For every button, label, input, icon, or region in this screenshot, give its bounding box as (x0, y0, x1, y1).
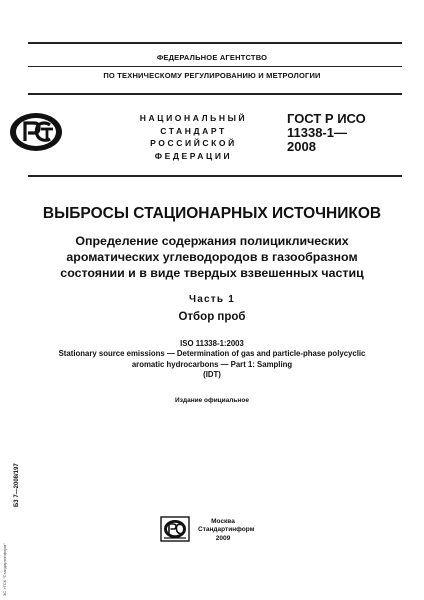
gost-line-3: 2008 (287, 139, 316, 154)
document-title: ВЫБРОСЫ СТАЦИОНАРНЫХ ИСТОЧНИКОВ (42, 205, 382, 222)
iso-line-2: aromatic hydrocarbons — Part 1: Sampling (131, 359, 293, 369)
agency-separator (28, 66, 402, 67)
national-line-2: СТАНДАРТ (160, 125, 227, 136)
national-line-4: ФЕДЕРАЦИИ (154, 150, 233, 161)
agency-line-2: ПО ТЕХНИЧЕСКОМУ РЕГУЛИРОВАНИЮ И МЕТРОЛОГИИ (103, 71, 321, 80)
national-standard-label (121, 112, 266, 162)
iso-line-3: (IDT) (203, 370, 221, 380)
edition-label: Издание официальное (175, 397, 249, 404)
publisher-name: Стандартинформ (198, 526, 255, 534)
part-number: Часть 1 (189, 294, 235, 305)
iso-reference-block (14, 339, 410, 381)
subtitle-line-2: ароматических углеводородов в газообразном (66, 250, 358, 265)
gost-line-2: 11338-1— (287, 125, 347, 140)
top-rule (28, 42, 402, 44)
subtitle-line-3: состоянии и в виде твердых взвешенных частиц (60, 266, 364, 281)
side-registration-code: Б3 7—2008/197 (14, 463, 20, 507)
side-imprint: ЗС УГСК "Стандартинформ" (2, 543, 7, 596)
gost-designation (287, 112, 366, 154)
iso-line-1: Stationary source emissions — Determination of gas and particle-phase polycyclic (58, 349, 366, 359)
part-title: Отбор проб (178, 311, 246, 323)
gost-line-1: ГОСТ Р ИСО (287, 111, 366, 126)
header-bottom-rule (28, 93, 402, 95)
publisher-city: Москва (211, 518, 235, 525)
iso-ref: ISO 11338-1:2003 (180, 339, 244, 348)
subtitle-line-1: Определение содержания полициклических (75, 234, 349, 248)
publisher-year: 2009 (215, 534, 231, 542)
standartinform-logo-icon (160, 516, 190, 542)
pct-certification-mark-icon (8, 111, 64, 153)
agency-line-1: ФЕДЕРАЛЬНОЕ АГЕНТСТВО (156, 53, 268, 62)
national-line-1: НАЦИОНАЛЬНЫЙ (139, 113, 248, 123)
publisher-imprint (198, 518, 255, 543)
national-line-3: РОССИЙСКОЙ (150, 138, 237, 149)
document-subtitle (20, 233, 404, 282)
block-bottom-rule (28, 175, 402, 177)
